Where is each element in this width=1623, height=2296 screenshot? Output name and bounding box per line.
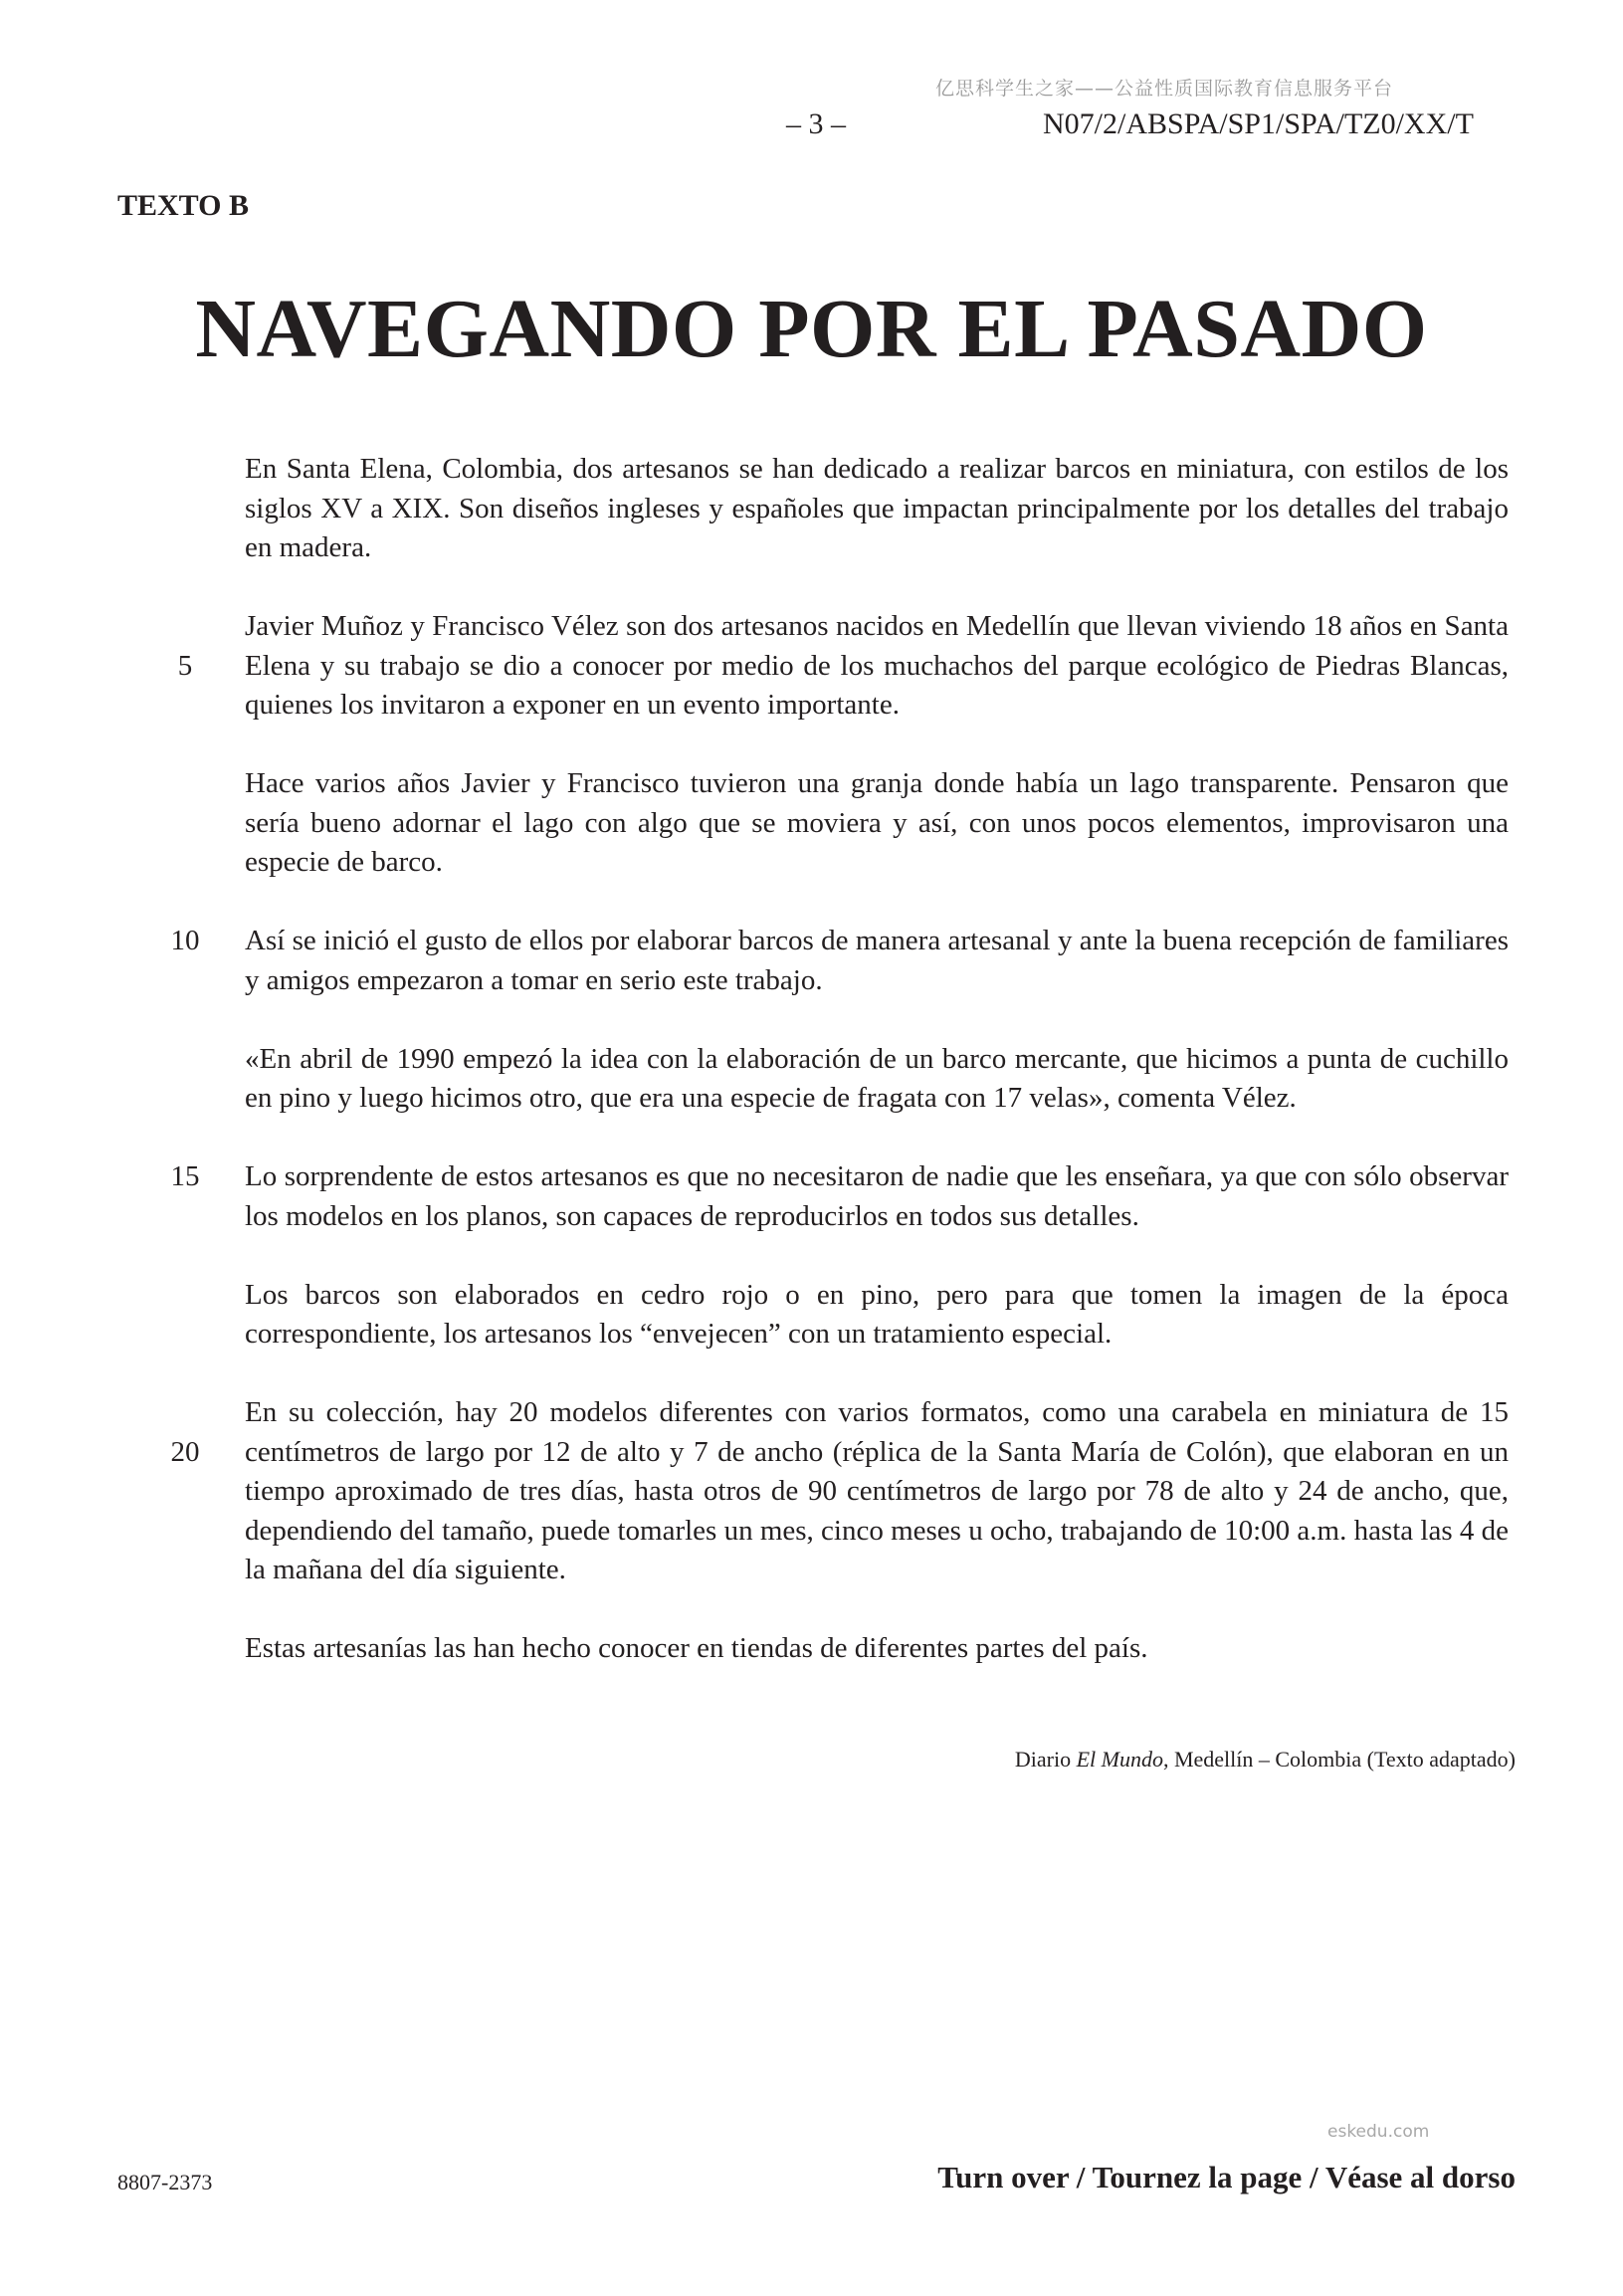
paragraph-wrapper bbox=[170, 1393, 1509, 1590]
line-number: 5 bbox=[177, 649, 193, 682]
paragraph: «En abril de 1990 empezó la idea con la elaboración de un barco mercante, que hicimos a punta de cuchillo en pino y luego hicimos otro, que era una especie de fragata con 17 velas», comenta Vélez. bbox=[245, 1042, 1509, 1114]
article-body bbox=[170, 450, 1509, 1708]
paragraph: Lo sorprendente de estos artesanos es que no necesitaron de nadie que les enseñara, ya que con sólo observar los modelos en los planos, son capaces de reproducirlos en todos sus detalles. bbox=[245, 1160, 1509, 1232]
footer-watermark: eskedu.com bbox=[1327, 2122, 1430, 2142]
article-title: NAVEGANDO POR EL PASADO bbox=[195, 283, 1428, 375]
exam-code: N07/2/ABSPA/SP1/SPA/TZ0/XX/T bbox=[1043, 107, 1474, 140]
line-number: 10 bbox=[170, 925, 200, 956]
page-number: – 3 – bbox=[786, 107, 846, 140]
paragraph: En su colección, hay 20 modelos diferentes con varios formatos, como una carabela en miniatura de 15 centímetros de largo por 12 de alto y 7 de ancho (réplica de la Santa María de Colón), que elaboran en un tiempo aproximado de tres días, hasta otros de 90 centímetros de largo por 78 de alto y 24 de ancho, que, dependiendo del tamaño, puede tomarles un mes, cinco meses u ocho, trabajando de 10:00 a.m. hasta las 4 de la mañana del día siguiente. bbox=[245, 1396, 1509, 1585]
paragraph-wrapper bbox=[170, 1157, 1509, 1236]
line-number: 20 bbox=[170, 1435, 200, 1468]
header-watermark: 亿思科学生之家——公益性质国际教育信息服务平台 bbox=[935, 78, 1394, 100]
source-newspaper: El Mundo bbox=[1076, 1747, 1163, 1772]
source-citation bbox=[1015, 1747, 1516, 1773]
paragraph-wrapper bbox=[177, 607, 1509, 726]
section-label: TEXTO B bbox=[117, 189, 249, 222]
paragraph: Javier Muñoz y Francisco Vélez son dos artesanos nacidos en Medellín que llevan viviendo 18 años en Santa Elena y su trabajo se dio a conocer por medio de los muchachos del parque ecológico de Piedras Blancas, quienes los invitaron a exponer en un evento importante. bbox=[245, 610, 1509, 721]
paragraph: Los barcos son elaborados en cedro rojo o en pino, pero para que tomen la imagen de la época correspondiente, los artesanos los “envejecen” con un tratamiento especial. bbox=[245, 1278, 1509, 1350]
paragraph: Estas artesanías las han hecho conocer en tiendas de diferentes partes del país. bbox=[245, 1632, 1148, 1664]
paragraph: Así se inició el gusto de ellos por elaborar barcos de manera artesanal y ante la buena recepción de familiares y amigos empezaron a tomar en serio este trabajo. bbox=[245, 925, 1509, 996]
source-suffix: , Medellín – Colombia (Texto adaptado) bbox=[1162, 1747, 1516, 1772]
paragraph: En Santa Elena, Colombia, dos artesanos se han dedicado a realizar barcos en miniatura, con estilos de los siglos XV a XIX. Son diseños ingleses y españoles que impactan principalmente por los detalles del trabajo en madera. bbox=[245, 453, 1509, 563]
footer-code: 8807-2373 bbox=[117, 2170, 213, 2194]
line-number: 15 bbox=[170, 1160, 200, 1192]
paragraph-wrapper bbox=[170, 922, 1509, 1000]
turn-over-note: Turn over / Tournez la page / Véase al dorso bbox=[937, 2160, 1516, 2194]
source-prefix: Diario bbox=[1014, 1747, 1077, 1772]
paragraph: Hace varios años Javier y Francisco tuvieron una granja donde había un lago transparente. Pensaron que sería bueno adornar el lago con algo que se moviera y así, con unos pocos elementos, improvisaron una especie de barco. bbox=[245, 767, 1509, 878]
